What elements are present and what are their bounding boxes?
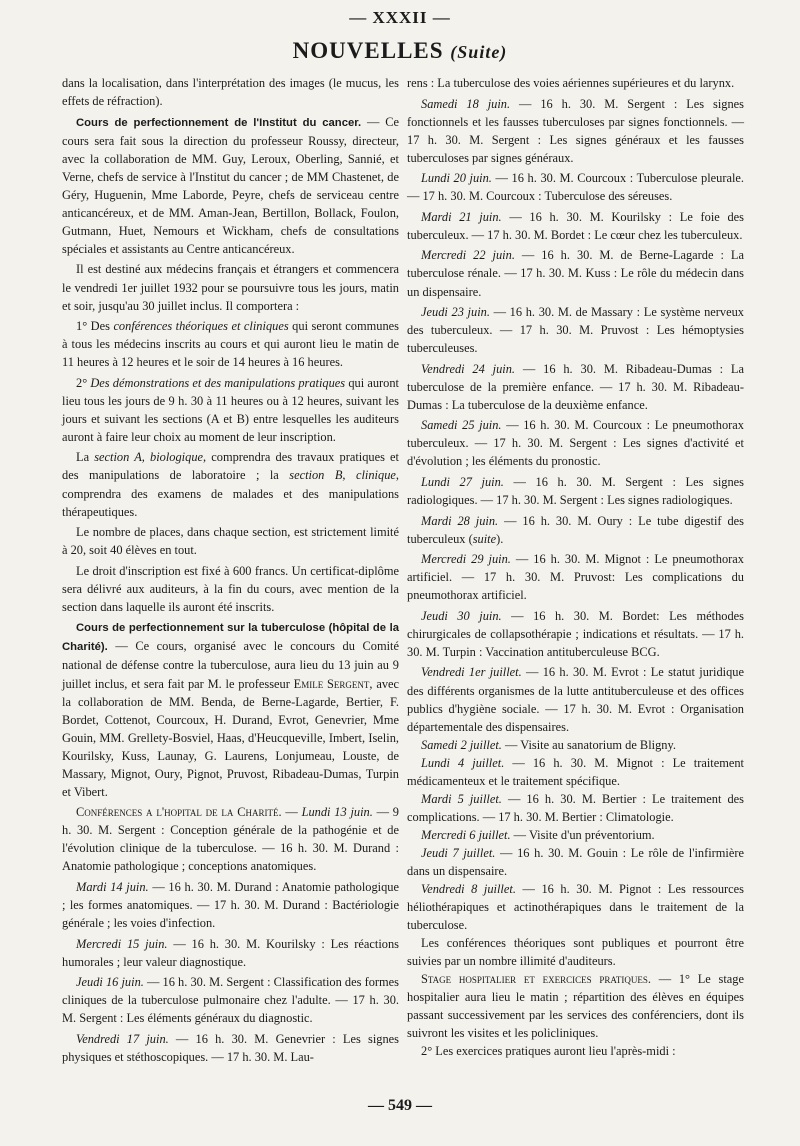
paragraph [62,374,399,446]
schedule-entry [62,1030,399,1066]
schedule-text: — 9 h. 30. M. Sergent : Conception générale de la pathogénie et de l'évolution clinique de la tuberculose. — 16 h. 30. M. Durand : Anatomie pathologique ; conceptions anatomiques. [62,805,399,874]
schedule-entry [407,208,744,244]
paragraph [62,317,399,371]
paragraph-text: — Ce cours sera fait sous la direction du professeur Roussy, directeur, avec la collaboration de MM. Guy, Leroux, Oberling, Sannié, et Verne, chefs de service à l'Institut du cancer ; de MM Chastenet, de Géry, Huguenin, Mme Laborde, Peyre, chefs de serviceau centre anticancéreux, et de MM. Aman-Jean, Bertillon, Bollack, Foulon, Gutmann, Huet, Nemours et Wickham, chefs de consultations spéciales et assistants au Centre anticancéreux. [62,114,399,256]
schedule-day: Vendredi 1er juillet. [421,665,522,680]
schedule-entry [407,95,744,167]
schedule-entry [407,169,744,205]
paragraph: 2° Les exercices pratiques auront lieu l'après-midi : [421,1044,676,1059]
paragraph: Le droit d'inscription est fixé à 600 francs. Un certificat-diplôme sera délivré aux auditeurs, à la fin du cours, avec mention de la section dans laquelle ils auront été inscrits. [62,563,399,614]
section-title [0,38,800,64]
paragraph: Il est destiné aux médecins français et étrangers et commencera le vendredi 1er juillet 1932 pour se poursuivre tous les jours, matin et soir, jusqu'au 30 juillet inclus. Il comportera : [62,262,399,313]
paragraph-institut-cancer [62,113,399,258]
schedule-entry [407,607,744,661]
text-italic: section A, biologique [94,450,204,465]
subsection-heading: Stage hospitalier et exercices pratiques. [421,972,651,987]
schedule-entry [407,880,744,934]
roman-page-number: — XXXII — [349,8,451,27]
schedule-entry [407,663,744,735]
schedule-text: — 16 h. 30. M. Oury : Le tube digestif des tuberculeux ( [407,513,744,546]
paragraph-text: — 1° Le stage hospitalier aura lieu le matin ; répartition des élèves en équipes passant successivement par les services des conférenciers, dont ils suivront les visites et les policliniques. [407,972,744,1041]
text-smallcaps: Emile Sergent [293,676,370,691]
schedule-text: — Visite au sanatorium de Bligny. [501,737,676,752]
schedule-text: — 16 h. 30. M. Kourilsky : Les réactions humorales ; leur valeur diagnostique. [62,936,399,969]
schedule-text: — 16 h. 30. M. Evrot : Le statut juridique des différents organismes de la lutte antituberculeuse et des offices publics d'hygiène sociale. — 17 h. 30. M. Evrot : Organisation départementale des dispensaires. [407,665,744,734]
schedule-entry [407,246,744,300]
paragraph-tuberculose [62,618,399,800]
schedule-text: — 16 h. 30. M. Sergent : Les signes fonctionnels et les fausses tuberculoses par signes fonctionnels. — 17 h. 30. M. Sergent : Les signes généraux et les fausses tuberculoses par signes généraux. [407,96,744,165]
schedule-entry [407,550,744,604]
schedule-day: Lundi 27 juin. [421,474,504,489]
schedule-day: Mercredi 29 juin. [421,552,511,567]
text: , comprendra des examens de malades et des manipulations thérapeutiques. [62,468,399,519]
schedule-day: Mercredi 15 juin. [76,936,168,951]
schedule-text: — 16 h. 30. M. de Berne-Lagarde : La tuberculose rénale. — 17 h. 30. M. Kuss : Le rôle du médecin dans un dispensaire. [407,248,744,299]
schedule-text: — 16 h. 30. M. Mignot : Le traitement médicamenteux et le traitement spécifique. [407,755,744,788]
schedule-entry [407,790,744,826]
schedule-day: Jeudi 23 juin. [421,305,490,320]
text: La [76,450,95,465]
schedule-entry [407,303,744,357]
text-italic: conférences théoriques et cliniques [113,319,289,334]
schedule-text: — 16 h. 30. M. Sergent : Les signes radiologiques. — 17 h. 30. M. Sergent : Les signes radiologiques. [407,474,744,508]
schedule-day: Jeudi 30 juin. [421,608,502,623]
schedule-entry [407,826,744,844]
schedule-entry [407,736,744,754]
schedule-entry [62,878,399,932]
right-column [407,74,744,1060]
schedule-text: — 16 h. 30. M. Durand : Anatomie pathologique ; les formes anatomiques. — 17 h. 30. M. Durand : Bactériologie générale ; les voies d'infection. [62,880,399,931]
schedule-day: Samedi 25 juin. [421,418,502,433]
schedule-day: Vendredi 8 juillet. [421,882,516,897]
schedule-text: — 16 h. 30. M. Ribadeau-Dumas : La tuberculose de la première enfance. — 17 h. 30. M. Ribadeau-Dumas : La tuberculose de la deuxième enfance. [407,361,744,412]
schedule-text: — 16 h. 30. M. Sergent : Classification des formes cliniques de la tuberculose pulmonaire chez l'adulte. — 17 h. 30. M. Sergent : Les éléments généraux du diagnostic. [62,975,399,1026]
schedule-day: Samedi 18 juin. [421,96,511,111]
schedule-entry [407,512,744,548]
text-italic: suite [472,531,497,546]
text: , comprendra des travaux pratiques et des manipulations de laboratoire ; la [62,450,399,483]
schedule-day: Samedi 2 juillet. [421,737,502,752]
schedule-day: Vendredi 24 juin. [421,361,516,376]
schedule-entry [62,973,399,1027]
paragraph [62,448,399,520]
schedule-day: Mercredi 22 juin. [421,248,515,263]
text: — Ce cours, organisé avec le concours du Comité national de défense contre la tuberculose, aura lieu du 13 juin au 9 juillet inclus, et sera fait par M. le professeur [62,639,399,691]
text: qui auront lieu tous les jours de 9 h. 30 à 11 heures ou à 12 heures, suivant les jours et suivant les sections (A et B) entre lesquelles les auditeurs auront à faire leur choix au moment de leur inscription. [62,375,399,444]
schedule-text: — 16 h. 30. M. Bordet: Les méthodes chirurgicales de collapsothérapie ; indications et résultats. — 17 h. 30. M. Turpin : Vaccination antituberculeuse BCG. [407,608,744,659]
schedule-day: Jeudi 7 juillet. [421,845,496,860]
schedule-text: — Visite d'un préventorium. [510,827,655,842]
schedule-text: — 16 h. 30. M. Gouin : Le rôle de l'infirmière dans un dispensaire. [407,845,744,878]
paragraph-stage [407,970,744,1042]
schedule-day: Lundi 4 juillet. [421,755,505,770]
title-suite: (Suite) [450,42,508,62]
schedule-entry [62,803,399,875]
paragraph: dans la localisation, dans l'interprétation des images (le mucus, les effets de réfraction). [62,76,399,109]
schedule-day: Mardi 21 juin. [421,209,502,224]
schedule-text: — 16 h. 30. M. de Massary : Le système nerveux des tuberculeux. — 17 h. 30. M. Pruvost : Les hémoptysies tuberculeuses. [407,305,744,356]
schedule-text: — 16 h. 30. M. Bertier : Le traitement des complications. — 17 h. 30. M. Bertier : Climatologie. [407,791,744,824]
schedule-text: — 16 h. 30. M. Courcoux : Tuberculose pleurale. — 17 h. 30. M. Courcoux : Tuberculose des séreuses. [407,171,744,204]
schedule-day: Mardi 5 juillet. [421,791,502,806]
text-italic: section B, clinique [289,468,396,483]
text: , avec la collaboration de MM. Benda, de Berne-Lagarde, Bertier, F. Bordet, Cottenot, Courcoux, H. Durand, Evrot, Genevrier, Mme Gouin, MM. Grellety-Bosviel, Haas, d'Heucqueville, Imbert, Iselin, Kourilsky, Kuss, Launay, G. Laurens, Lonjumeau, Louste, de Massary, Mignot, Oury, Pignot, Pruvost, Ribadeau-Dumas, Turpin et Vibert. [62,676,400,799]
schedule-entry [407,754,744,790]
schedule-entry [62,935,399,971]
schedule-entry [407,360,744,414]
schedule-entry [407,416,744,470]
paragraph: Le nombre de places, dans chaque section, est strictement limité à 20, soit 40 élèves en tout. [62,525,399,558]
schedule-day: Lundi 13 juin. [301,805,373,820]
schedule-day: Lundi 20 juin. [421,171,492,186]
schedule-text: ). [496,531,504,546]
schedule-day: Jeudi 16 juin. [76,975,144,990]
section-heading: Cours de perfectionnement de l'Institut du cancer. [76,116,362,129]
text: — [281,805,302,820]
schedule-text: — 16 h. 30. M. Genevrier : Les signes physiques et stéthoscopiques. — 17 h. 30. M. Lau- [62,1031,399,1064]
schedule-text: — 16 h. 30. M. Mignot : Le pneumothorax artificiel. — 17 h. 30. M. Pruvost: Les complications du pneumothorax artificiel. [407,552,744,603]
text: qui seront communes à tous les médecins inscrits au cours et qui auront lieu le matin de 11 heures à 12 heures et le soir de 14 heures à 16 heures. [62,319,399,370]
section-heading: Cours de perfectionnement sur la tuberculose (hôpital de la Charité). [62,622,399,654]
subsection-heading: Conférences a l'hopital de la Charité. [76,805,282,820]
schedule-text: — 16 h. 30. M. Pignot : Les ressources héliothérapiques et actinothérapiques dans le traitement de la tuberculose. [407,882,744,933]
schedule-day: Mercredi 6 juillet. [421,827,511,842]
schedule-text: — 16 h. 30. M. Kourilsky : Le foie des tuberculeux. — 17 h. 30. M. Bordet : Le cœur chez les tuberculeux. [407,209,744,242]
schedule-entry [407,473,744,509]
text: 1° Des [76,319,114,334]
left-column [62,74,399,1066]
page-number: — 549 — [368,1097,432,1114]
paragraph: Les conférences théoriques sont publiques et pourront être suivies par un nombre illimité d'auditeurs. [407,936,744,969]
schedule-day: Mardi 14 juin. [76,880,149,895]
schedule-day: Mardi 28 juin. [421,513,499,528]
schedule-entry [407,844,744,880]
title-text: NOUVELLES [292,38,444,63]
schedule-text: — 16 h. 30. M. Courcoux : Le pneumothorax tuberculeux. — 17 h. 30. M. Sergent : Les signes d'activité et d'évolution ; les éléments du pronostic. [407,418,745,469]
schedule-day: Vendredi 17 juin. [76,1031,169,1046]
schedule-continuation: rens : La tuberculose des voies aériennes supérieures et du larynx. [407,76,735,90]
text-italic: Des démonstrations et des manipulations pratiques [90,375,346,390]
text: 2° [76,375,91,390]
